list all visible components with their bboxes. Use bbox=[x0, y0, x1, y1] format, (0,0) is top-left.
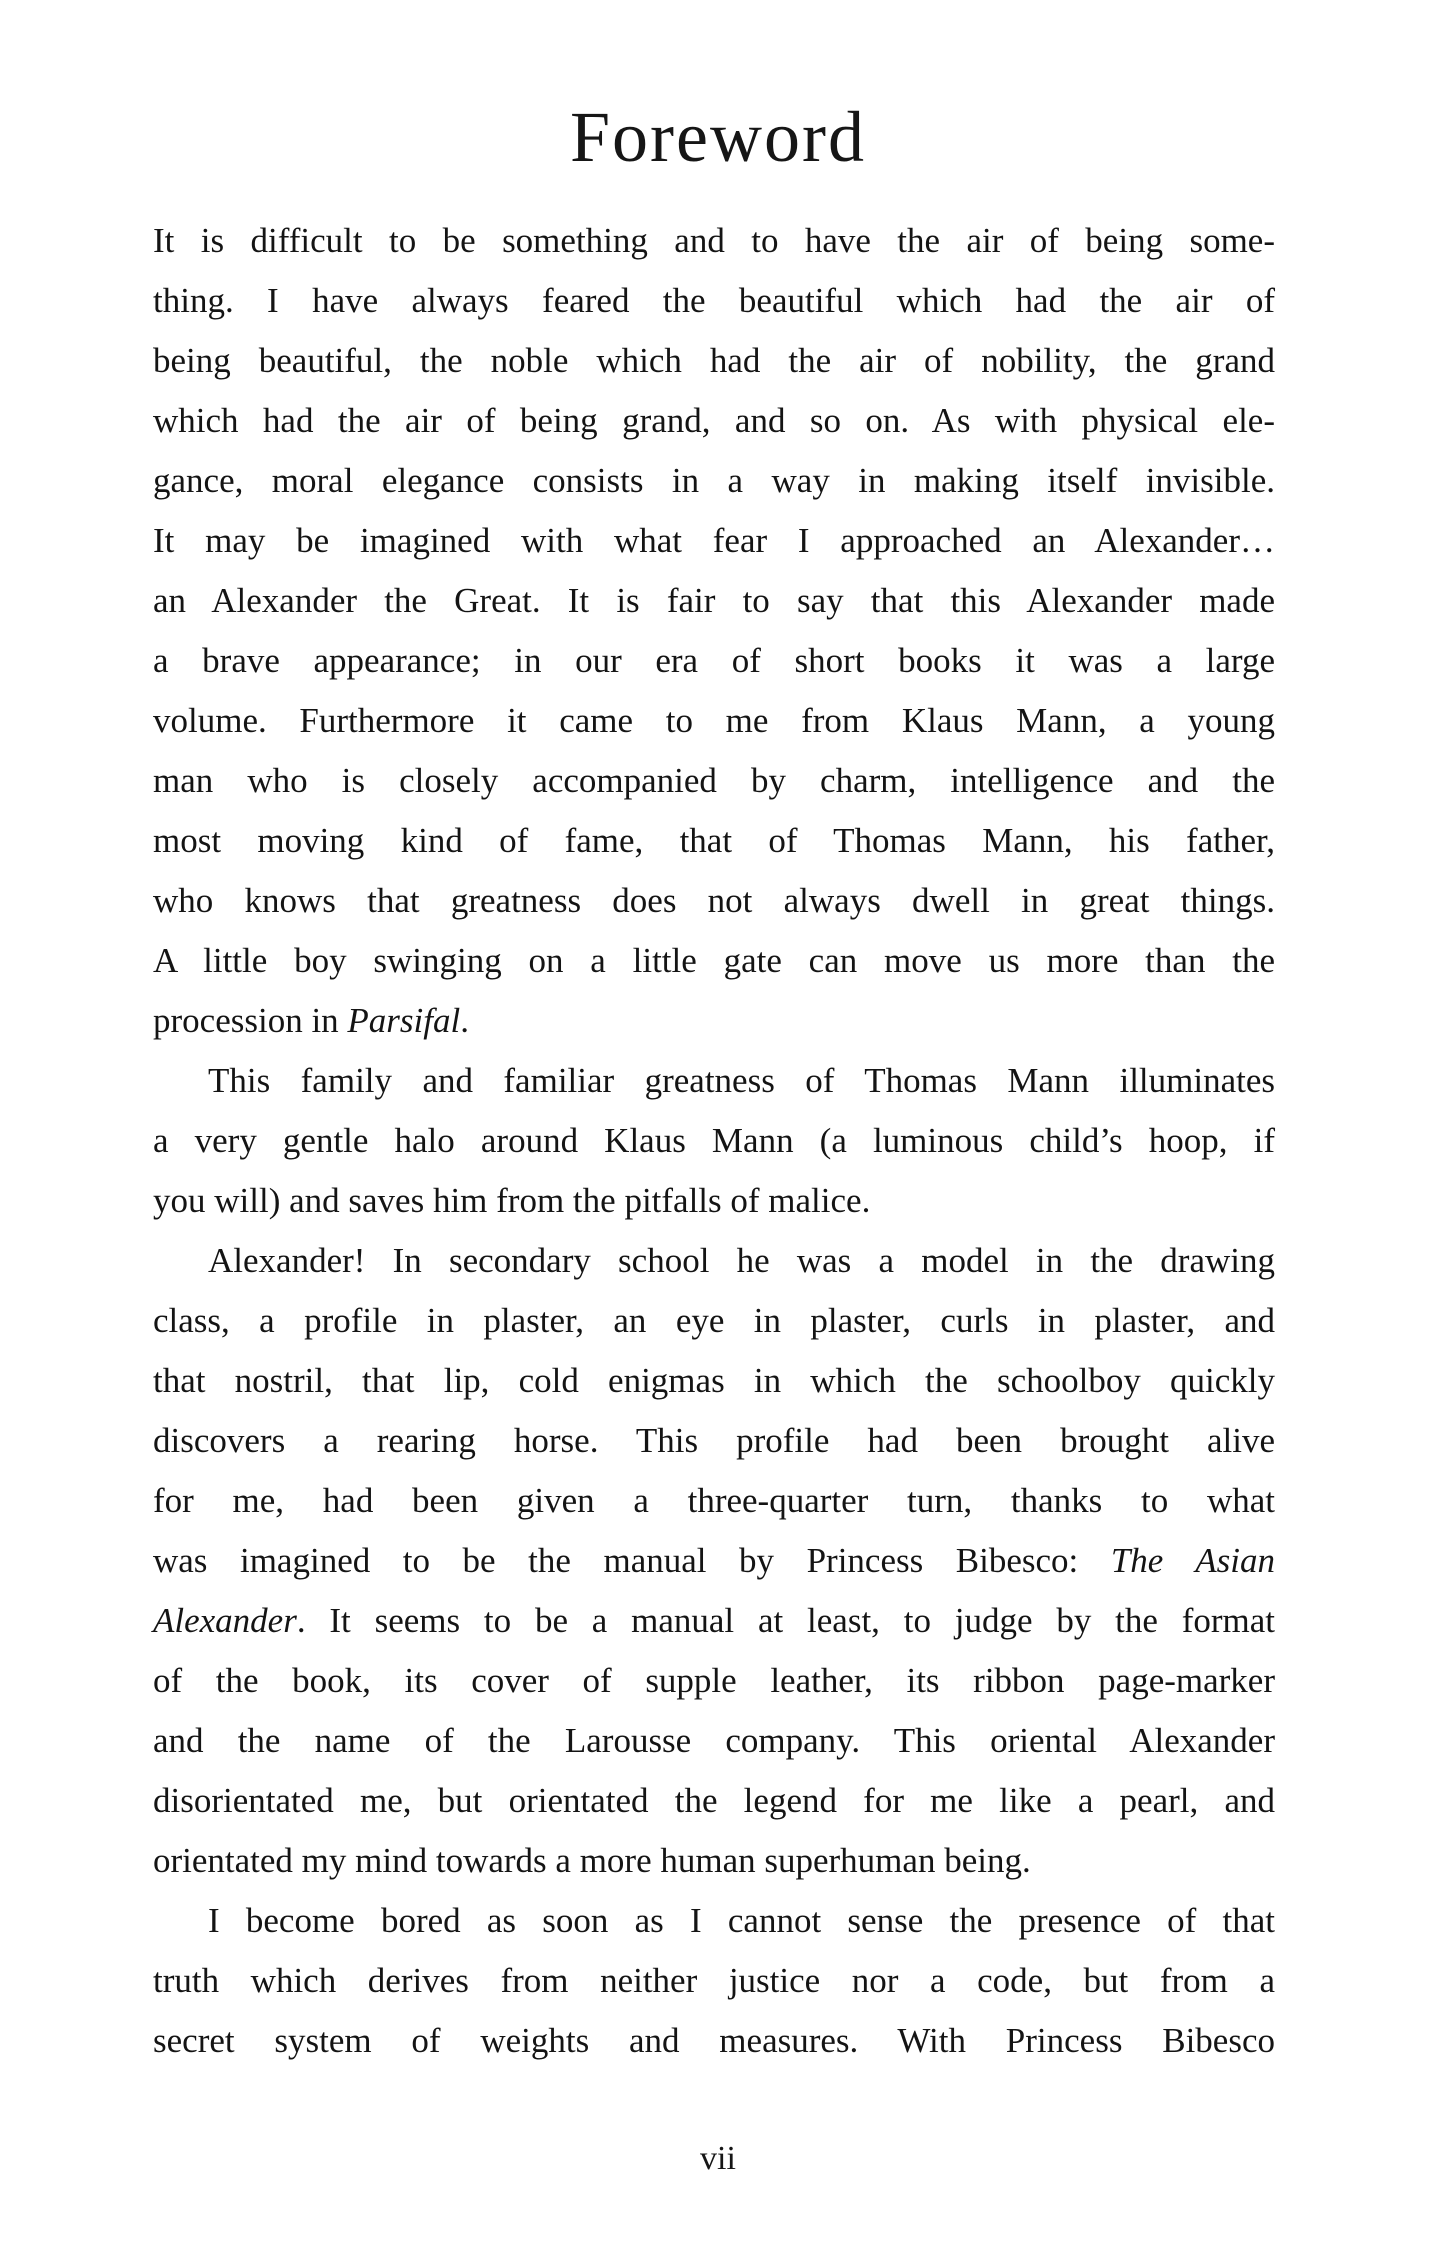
text-line bbox=[153, 1651, 1275, 1711]
text-line bbox=[153, 331, 1275, 391]
paragraph bbox=[153, 1051, 1275, 1231]
text-line bbox=[153, 451, 1275, 511]
text-line bbox=[153, 1291, 1275, 1351]
text-line bbox=[153, 991, 1275, 1051]
text-line bbox=[153, 1171, 1275, 1231]
text-line bbox=[153, 691, 1275, 751]
paragraph bbox=[153, 1231, 1275, 1891]
page-body bbox=[153, 211, 1275, 2071]
italic-text-run: The Asian bbox=[1110, 1541, 1275, 1580]
text-run: a very gentle halo around Klaus Mann (a luminous child’s hoop, if bbox=[153, 1121, 1275, 1160]
text-run: being beautiful, the noble which had the air of nobility, the grand bbox=[153, 341, 1275, 380]
text-run: discovers a rearing horse. This profile had been brought alive bbox=[153, 1421, 1275, 1460]
text-run: procession in bbox=[153, 1001, 348, 1040]
text-run: of the book, its cover of supple leather, its ribbon page-marker bbox=[153, 1661, 1275, 1700]
text-line bbox=[153, 631, 1275, 691]
text-run: which had the air of being grand, and so on. As with physical ele- bbox=[153, 401, 1275, 440]
text-run: This family and familiar greatness of Thomas Mann illuminates bbox=[208, 1061, 1275, 1100]
text-line bbox=[153, 1531, 1275, 1591]
text-line bbox=[153, 1771, 1275, 1831]
text-line bbox=[153, 811, 1275, 871]
text-run: thing. I have always feared the beautiful which had the air of bbox=[153, 281, 1275, 320]
text-run: volume. Furthermore it came to me from Klaus Mann, a young bbox=[153, 701, 1275, 740]
text-run: A little boy swinging on a little gate can move us more than the bbox=[153, 941, 1275, 980]
text-line bbox=[153, 1471, 1275, 1531]
text-run: class, a profile in plaster, an eye in plaster, curls in plaster, and bbox=[153, 1301, 1275, 1340]
text-run: most moving kind of fame, that of Thomas Mann, his father, bbox=[153, 821, 1275, 860]
text-run: who knows that greatness does not always dwell in great things. bbox=[153, 881, 1275, 920]
text-run: an Alexander the Great. It is fair to say that this Alexander made bbox=[153, 581, 1275, 620]
text-run: truth which derives from neither justice nor a code, but from a bbox=[153, 1961, 1275, 2000]
text-run: orientated my mind towards a more human superhuman being. bbox=[153, 1841, 1031, 1880]
text-run: a brave appearance; in our era of short books it was a large bbox=[153, 641, 1275, 680]
text-line bbox=[153, 571, 1275, 631]
text-run: secret system of weights and measures. With Princess Bibesco bbox=[153, 2021, 1275, 2060]
chapter-title: Foreword bbox=[570, 97, 866, 177]
text-run: and the name of the Larousse company. This oriental Alexander bbox=[153, 1721, 1275, 1760]
text-run: that nostril, that lip, cold enigmas in which the schoolboy quickly bbox=[153, 1361, 1275, 1400]
text-line bbox=[153, 931, 1275, 991]
italic-text-run: Parsifal bbox=[347, 1001, 461, 1040]
text-line bbox=[153, 1891, 1275, 1951]
text-line bbox=[153, 1231, 1275, 1291]
italic-text-run: Alexander bbox=[153, 1601, 297, 1640]
text-run: . It seems to be a manual at least, to judge by the format bbox=[296, 1601, 1275, 1640]
page-number: vii bbox=[700, 2140, 736, 2177]
text-line bbox=[153, 1111, 1275, 1171]
paragraph bbox=[153, 1891, 1275, 2071]
text-line bbox=[153, 1591, 1275, 1651]
text-run: man who is closely accompanied by charm, intelligence and the bbox=[153, 761, 1275, 800]
text-run: disorientated me, but orientated the legend for me like a pearl, and bbox=[153, 1781, 1275, 1820]
text-line bbox=[153, 211, 1275, 271]
text-line bbox=[153, 1951, 1275, 2011]
text-line bbox=[153, 511, 1275, 571]
text-run: It is difficult to be something and to have the air of being some- bbox=[153, 221, 1275, 260]
text-run: gance, moral elegance consists in a way in making itself invisible. bbox=[153, 461, 1275, 500]
text-run: for me, had been given a three-quarter turn, thanks to what bbox=[153, 1481, 1275, 1520]
text-run: . bbox=[460, 1001, 469, 1040]
text-line bbox=[153, 2011, 1275, 2071]
text-line bbox=[153, 1051, 1275, 1111]
text-line bbox=[153, 1411, 1275, 1471]
text-run: It may be imagined with what fear I approached an Alexander… bbox=[153, 521, 1275, 560]
text-line bbox=[153, 1711, 1275, 1771]
text-line bbox=[153, 391, 1275, 451]
text-run: I become bored as soon as I cannot sense the presence of that bbox=[208, 1901, 1275, 1940]
text-line bbox=[153, 271, 1275, 331]
text-run: you will) and saves him from the pitfalls of malice. bbox=[153, 1181, 871, 1220]
text-line bbox=[153, 751, 1275, 811]
text-run: Alexander! In secondary school he was a model in the drawing bbox=[208, 1241, 1275, 1280]
text-line bbox=[153, 871, 1275, 931]
text-line bbox=[153, 1351, 1275, 1411]
paragraph bbox=[153, 211, 1275, 1051]
text-run: was imagined to be the manual by Princess Bibesco: bbox=[153, 1541, 1111, 1580]
text-line bbox=[153, 1831, 1275, 1891]
